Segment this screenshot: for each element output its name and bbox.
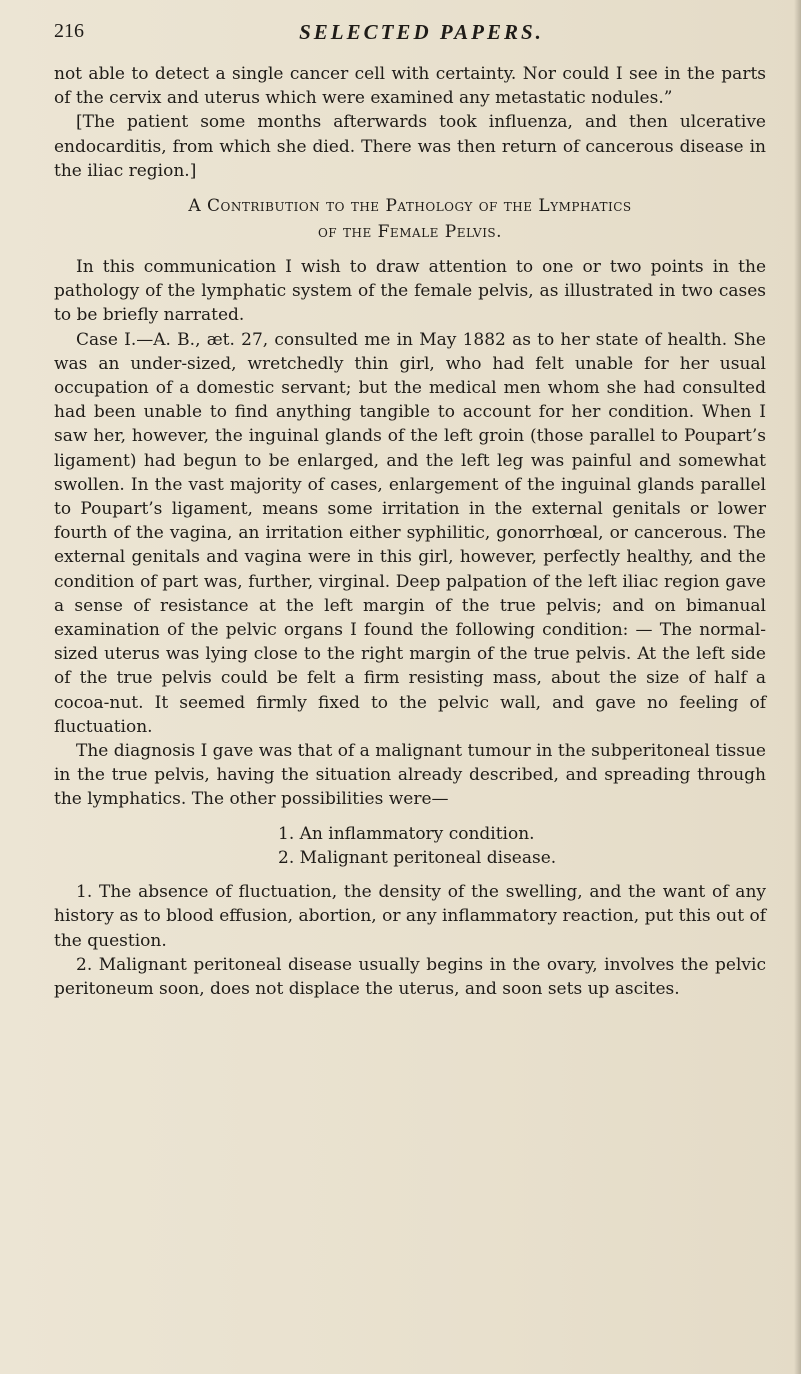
paragraph-intro: In this communication I wish to draw attention to one or two points in the pathology of the lymphatic system of the female pelvis, as illustrated in two cases to be briefly narrated. <box>54 257 766 326</box>
list-item: 2. Malignant peritoneal disease. <box>278 847 557 868</box>
page-header <box>54 20 769 50</box>
paragraph-bracketed-note: [The patient some months afterwards took influenza, and then ulcerative endocarditis, from which she died. There was then return of cancerous disease in the iliac region.] <box>54 112 766 181</box>
spacer <box>54 870 766 880</box>
paragraph-point-one: 1. The absence of fluctuation, the density of the swelling, and the want of any history as to blood effusion, abortion, or any inflammatory reaction, put this out of the question. <box>54 882 766 951</box>
paragraph-diagnosis: The diagnosis I gave was that of a malignant tumour in the subperitoneal tissue in the true pelvis, having the situation already described, and spreading through the lymphatics. The other possibilities were— <box>54 741 766 810</box>
section-heading <box>54 193 766 245</box>
page-edge-shadow <box>794 0 801 1374</box>
paragraph-continuation: not able to detect a single cancer cell with certainty. Nor could I see in the parts of the cervix and uterus which were examined any metastatic nodules.” <box>54 64 766 109</box>
page-body <box>54 62 766 1001</box>
page-number: 216 <box>54 20 84 42</box>
section-heading-line-2: of the Female Pelvis. <box>317 222 503 243</box>
paragraph-point-two: 2. Malignant peritoneal disease usually begins in the ovary, involves the pelvic peritoneum soon, does not displace the uterus, and soon sets up ascites. <box>54 954 766 999</box>
running-head: SELECTED PAPERS. <box>299 20 544 44</box>
paragraph-case-one: Case I.—A. B., æt. 27, consulted me in May 1882 as to her state of health. She was an under-sized, wretchedly thin girl, who had felt unable for her usual occupation of a domestic servant; but the medical men whom she had consulted had been unable to find anything tangible to account for her condition. When I saw her, however, the inguinal glands of the left groin (those parallel to Poupart’s ligament) had begun to be enlarged, and the left leg was painful and somewhat swollen. In the vast majority of cases, enlargement of the inguinal glands parallel to Poupart’s ligament, means some irritation in the external genitals or lower fourth of the vagina, an irritation either syphilitic, gonorrhœal, or cancerous. The external genitals and vagina were in this girl, however, perfectly healthy, and the condition of part was, further, virginal. Deep palpation of the left iliac region gave a sense of resistance at the left margin of the true pelvis; and on bimanual examination of the pelvic organs I found the following condition: — The normal-sized uterus was lying close to the right margin of the true pelvis. At the left side of the true pelvis could be felt a firm resisting mass, about the size of half a cocoa-nut. It seemed firmly fixed to the pelvic wall, and gave no feeling of fluctuation. <box>54 329 766 737</box>
list-item: 1. An inflammatory condition. <box>278 823 535 844</box>
spacer <box>54 812 766 822</box>
section-heading-line-1: A Contribution to the Pathology of the Lymphatics <box>188 196 632 217</box>
